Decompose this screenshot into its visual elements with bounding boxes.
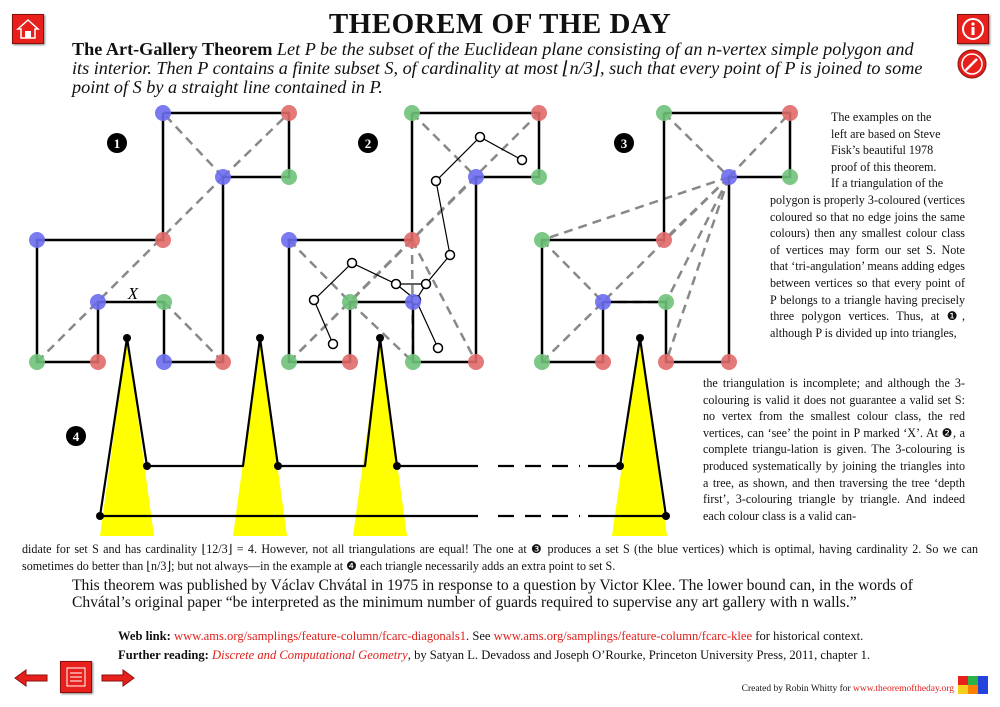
side-text-3: the triangulation is incomplete; and although the 3-colouring is valid it does not guarantee a valid set S: no vertex from the smallest colour class, the red vertices, can ‘see’ the point in P marked ‘X’. At ❷, a complete triangu-lation is given. The 3-colouring is produced systematically by joining the triangles into a tree, as shown, and then traversing the tree ‘depth first’, 3-colouring triangle by triangle. And indeed each colour class is a valid can- — [703, 376, 965, 523]
site-link[interactable]: www.theoremoftheday.org — [853, 684, 954, 694]
panel-label-1 — [107, 133, 127, 153]
panel-label-3 — [614, 133, 634, 153]
panel-2 — [281, 105, 547, 370]
web-link-line: Web link: www.ams.org/samplings/feature-column/fcarc-diagonals1. See www.ams.org/samplings/feature-column/fcarc-klee for historical context. — [118, 629, 864, 643]
svg-text:4: 4 — [72, 429, 80, 444]
panel-label-2 — [358, 133, 378, 153]
index-icon — [61, 662, 91, 692]
guard-triangle — [353, 338, 407, 536]
svg-text:3: 3 — [620, 136, 628, 151]
further-reading-line: Further reading: Discrete and Computational Geometry, by Satyan L. Devadoss and Joseph O’Rourke, Princeton University Press, 2011, chapter 1. — [118, 648, 871, 662]
panel-3 — [534, 105, 798, 370]
theorem-name: The Art-Gallery Theorem — [72, 39, 273, 59]
side-text-2: polygon is properly 3-coloured (vertices coloured so that no edge joins the same colours) then any smallest colour class of vertices may form our set S. Note that ‘tri-angulation’ means adding edges between vertices so that every point of P belongs to a triangle having precisely three polygon vertices. Thus, at ❶, although P is divided up into triangles, — [770, 193, 965, 340]
svg-text:2: 2 — [364, 136, 372, 151]
right-arrow-icon — [101, 668, 135, 688]
web-link-2[interactable]: www.ams.org/samplings/feature-column/fcarc-klee — [493, 629, 753, 643]
theorem-body: Let P be the subset of the Euclidean plane consisting of an n-vertex simple polygon and its interior. Then P contains a finite subset S, of cardinality at most ⌊n/3⌋, such that every point of P is joined to some point of S by a straight line contained in P. — [72, 39, 923, 97]
page-title: THEOREM OF THE DAY — [328, 8, 672, 40]
next-button[interactable] — [101, 668, 135, 688]
guard-triangle — [233, 338, 287, 536]
guard-triangle — [612, 338, 667, 536]
panel-1 — [29, 105, 297, 370]
web-link-1[interactable]: www.ams.org/samplings/feature-column/fcarc-diagonals1 — [174, 629, 467, 643]
guard-triangle — [100, 338, 154, 536]
index-button[interactable] — [60, 661, 92, 693]
prev-button[interactable] — [14, 668, 48, 688]
book-link[interactable]: Discrete and Computational Geometry — [212, 648, 408, 662]
credit-line: Created by Robin Whitty for www.theoremoftheday.org — [741, 684, 954, 694]
left-arrow-icon — [14, 668, 48, 688]
body-text-tail: didate for set S and has cardinality ⌊12/3⌋ = 4. However, not all triangulations are equal! The one at ❸ produces a set S (the blue vertices) which is optimal, having cardinality 2. So we can sometimes do better than ⌊n/3⌋; but not always—in the example at ❹ each triangle necessarily adds an extra point to set S. — [22, 542, 978, 573]
panel-4 — [96, 334, 670, 536]
site-logo — [958, 676, 988, 694]
svg-text:1: 1 — [113, 136, 121, 151]
panel-label-4 — [66, 426, 86, 446]
history-paragraph: This theorem was published by Václav Chvátal in 1975 in response to a question by Victor Klee. The lower bound can, in the words of Chvátal’s original paper “be interpreted as the minimum number of guards required to supervise any art gallery with n walls.” — [72, 577, 913, 611]
side-text-1: The examples on the left are based on Steve Fisk’s beautiful 1978 proof of this theorem. If a triangulation of the — [831, 110, 944, 191]
marked-point-x: X — [127, 284, 139, 303]
